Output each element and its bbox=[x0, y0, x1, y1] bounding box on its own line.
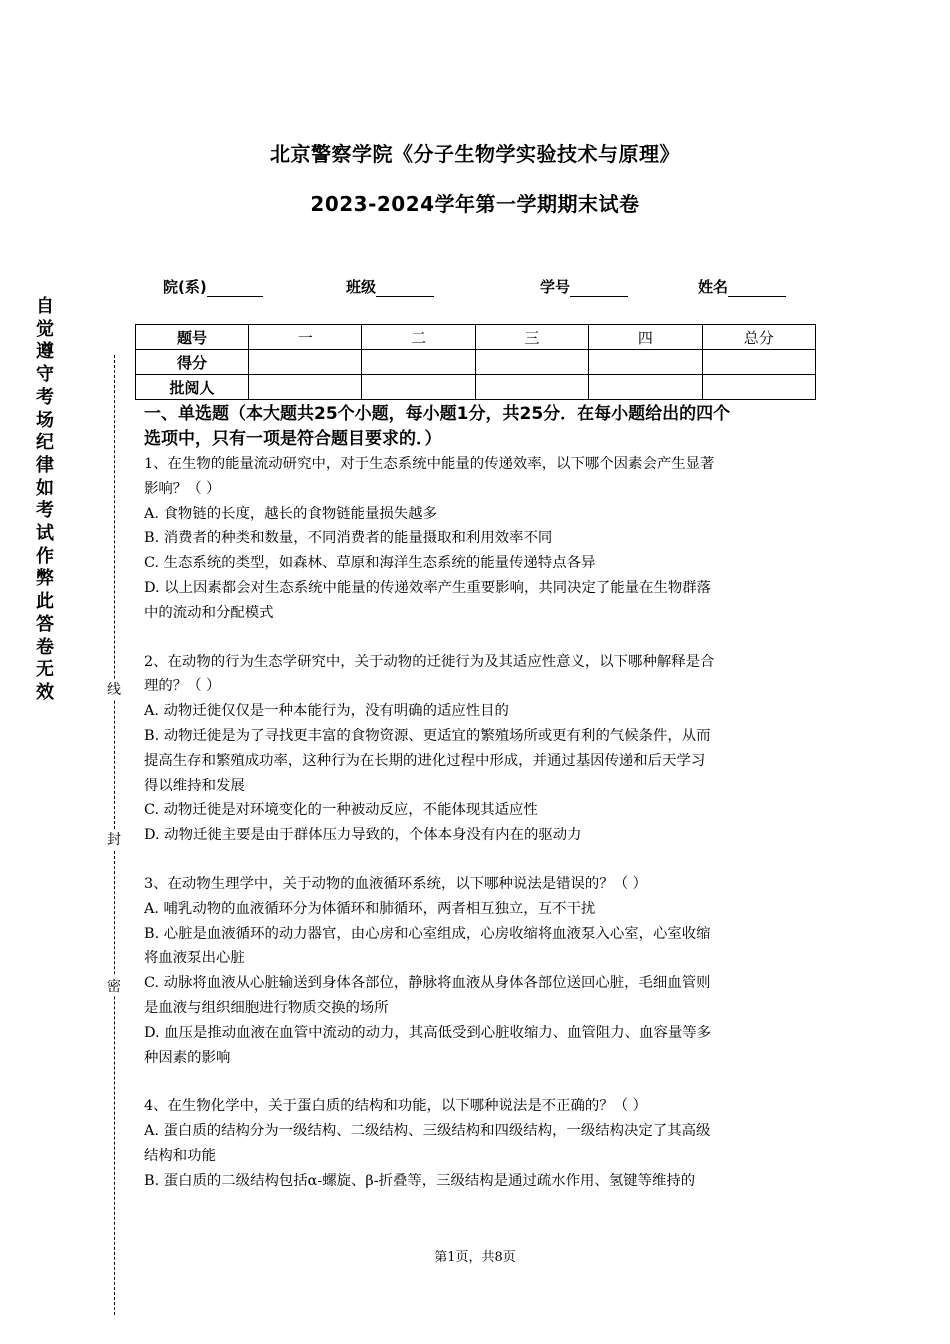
class-blank[interactable] bbox=[376, 280, 434, 297]
answer-option-line: C. 动物迁徙是对环境变化的一种被动反应，不能体现其适应性 bbox=[144, 802, 538, 819]
score-table-header-row bbox=[136, 325, 816, 350]
answer-option-line: 是血液与组织细胞进行物质交换的场所 bbox=[144, 999, 389, 1016]
answer-option[interactable] bbox=[144, 699, 814, 724]
answer-option[interactable] bbox=[144, 1119, 814, 1169]
question-stem-line: 3、在动物生理学中，关于动物的血液循环系统，以下哪种说法是错误的？（ ） bbox=[144, 875, 648, 892]
question-stem bbox=[144, 872, 814, 897]
answer-option-line: D. 动物迁徙主要是由于群体压力导致的，个体本身没有内在的驱动力 bbox=[144, 827, 582, 844]
score-cell[interactable] bbox=[475, 350, 588, 375]
score-row bbox=[136, 350, 816, 375]
question-stem-line: 影响？（ ） bbox=[144, 480, 221, 497]
question-gap bbox=[144, 1070, 814, 1094]
seal-mark-line: 线 bbox=[106, 679, 122, 699]
answer-option-line: A. 食物链的长度，越长的食物链能量损失越多 bbox=[144, 505, 437, 522]
class-field bbox=[346, 276, 434, 297]
exam-title-line1: 北京警察学院《分子生物学实验技术与原理》 bbox=[270, 142, 680, 166]
answer-option-line: 种因素的影响 bbox=[144, 1049, 231, 1066]
answer-option-line: B. 蛋白质的二级结构包括α-螺旋、β-折叠等，三级结构是通过疏水作用、氢键等维持的 bbox=[144, 1172, 696, 1189]
column-header-3: 三 bbox=[475, 325, 588, 350]
question-list bbox=[144, 452, 814, 1194]
score-cell[interactable] bbox=[362, 350, 475, 375]
page-number: 第1页，共8页 bbox=[434, 1250, 516, 1265]
answer-option[interactable] bbox=[144, 823, 814, 848]
answer-option[interactable] bbox=[144, 526, 814, 551]
answer-option-line: A. 动物迁徙仅仅是一种本能行为，没有明确的适应性目的 bbox=[144, 703, 509, 720]
college-blank[interactable] bbox=[207, 280, 263, 297]
question-stem bbox=[144, 452, 814, 502]
score-cell[interactable] bbox=[589, 350, 702, 375]
answer-option-line: 将血液泵出心脏 bbox=[144, 950, 245, 967]
column-header-2: 二 bbox=[362, 325, 475, 350]
side-notice: 自觉遵守考场纪律如考试作弊此答卷无效 bbox=[36, 296, 54, 703]
question-gap bbox=[144, 848, 814, 872]
college-label: 院(系) bbox=[163, 278, 207, 296]
column-header-1: 一 bbox=[249, 325, 362, 350]
answer-option-line: D. 以上因素都会对生态系统中能量的传递效率产生重要影响，共同决定了能量在生物群落 bbox=[144, 579, 712, 596]
answer-option[interactable] bbox=[144, 1169, 814, 1194]
name-blank[interactable] bbox=[728, 280, 786, 297]
column-header-total: 总分 bbox=[702, 325, 815, 350]
question-stem bbox=[144, 650, 814, 700]
seal-mark-secret: 密 bbox=[106, 976, 122, 996]
student-id-blank[interactable] bbox=[570, 280, 628, 297]
question-stem-line: 2、在动物的行为生态学研究中，关于动物的迁徙行为及其适应性意义，以下哪种解释是合 bbox=[144, 653, 715, 670]
answer-option[interactable] bbox=[144, 922, 814, 972]
section-heading-line2: 选项中，只有一项是符合题目要求的．） bbox=[144, 429, 442, 449]
answer-option[interactable] bbox=[144, 724, 814, 798]
answer-option-line: B. 心脏是血液循环的动力器官，由心房和心室组成，心房收缩将血液泵入心室，心室收缩 bbox=[144, 925, 711, 942]
answer-option[interactable] bbox=[144, 971, 814, 1021]
grader-cell[interactable] bbox=[589, 375, 702, 400]
column-header-4: 四 bbox=[589, 325, 702, 350]
row-label-score: 得分 bbox=[136, 350, 249, 375]
score-cell[interactable] bbox=[702, 350, 815, 375]
row-label-grader: 批阅人 bbox=[136, 375, 249, 400]
answer-option-line: C. 生态系统的类型，如森林、草原和海洋生态系统的能量传递特点各异 bbox=[144, 555, 596, 572]
answer-option-line: 提高生存和繁殖成功率，这种行为在长期的进化过程中形成，并通过基因传递和后天学习 bbox=[144, 752, 706, 769]
row-label-question-number: 题号 bbox=[136, 325, 249, 350]
score-cell[interactable] bbox=[249, 350, 362, 375]
grader-cell[interactable] bbox=[702, 375, 815, 400]
class-label: 班级 bbox=[346, 278, 377, 296]
seal-mark-seal: 封 bbox=[106, 829, 122, 849]
answer-option-line: C. 动脉将血液从心脏输送到身体各部位，静脉将血液从身体各部位送回心脏，毛细血管则 bbox=[144, 975, 711, 992]
question-stem-line: 1、在生物的能量流动研究中，对于生态系统中能量的传递效率，以下哪个因素会产生显著 bbox=[144, 456, 715, 472]
answer-option-line: 中的流动和分配模式 bbox=[144, 604, 274, 621]
section-heading-line1: 一、单选题（本大题共25个小题，每小题1分，共25分．在每小题给出的四个 bbox=[144, 404, 731, 424]
answer-option-line: 结构和功能 bbox=[144, 1147, 216, 1164]
grader-cell[interactable] bbox=[362, 375, 475, 400]
exam-title-line2: 2023-2024学年第一学期期末试卷 bbox=[310, 192, 640, 216]
answer-option-line: A. 哺乳动物的血液循环分为体循环和肺循环，两者相互独立，互不干扰 bbox=[144, 900, 596, 917]
question-stem-line: 4、在生物化学中，关于蛋白质的结构和功能，以下哪种说法是不正确的？（ ） bbox=[144, 1098, 648, 1115]
question-gap bbox=[144, 626, 814, 650]
grader-cell[interactable] bbox=[475, 375, 588, 400]
question-stem bbox=[144, 1094, 814, 1119]
name-field bbox=[698, 276, 786, 297]
answer-option[interactable] bbox=[144, 576, 814, 626]
answer-option-line: A. 蛋白质的结构分为一级结构、二级结构、三级结构和四级结构，一级结构决定了其高级 bbox=[144, 1123, 711, 1140]
answer-option[interactable] bbox=[144, 1021, 814, 1071]
answer-option-line: B. 动物迁徙是为了寻找更丰富的食物资源、更适宜的繁殖场所或更有利的气候条件，从而 bbox=[144, 727, 711, 744]
answer-option[interactable] bbox=[144, 502, 814, 527]
answer-option[interactable] bbox=[144, 798, 814, 823]
student-id-field bbox=[540, 276, 628, 297]
answer-option[interactable] bbox=[144, 897, 814, 922]
answer-option[interactable] bbox=[144, 551, 814, 576]
answer-option-line: D. 血压是推动血液在血管中流动的动力，其高低受到心脏收缩力、血管阻力、血容量等多 bbox=[144, 1024, 712, 1041]
grader-cell[interactable] bbox=[249, 375, 362, 400]
question-stem-line: 理的？（ ） bbox=[144, 678, 221, 695]
grader-row bbox=[136, 375, 816, 400]
college-field bbox=[163, 276, 263, 297]
score-table bbox=[135, 324, 816, 400]
name-label: 姓名 bbox=[698, 278, 729, 296]
answer-option-line: 得以维持和发展 bbox=[144, 777, 245, 794]
student-id-label: 学号 bbox=[540, 278, 571, 296]
section-heading bbox=[144, 402, 814, 452]
answer-option-line: B. 消费者的种类和数量，不同消费者的能量摄取和利用效率不同 bbox=[144, 530, 553, 547]
